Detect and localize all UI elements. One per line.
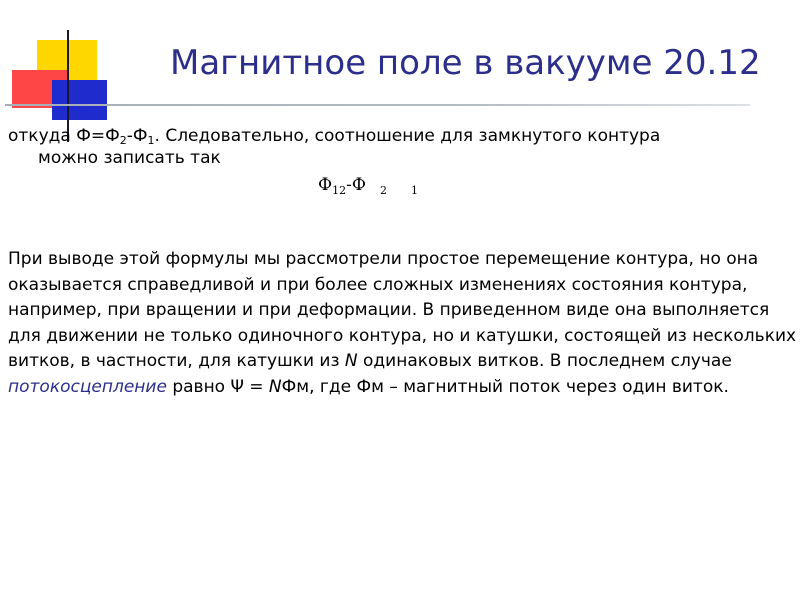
- decor-blue-square: [52, 80, 107, 120]
- slide-title: Магнитное поле в вакууме 20.12: [170, 43, 761, 83]
- paragraph-body: При выводе этой формулы мы рассмотрели простое перемещение контура, но она оказывается справедливой и при более сложных изменениях состояния контура, например, при вращении и при деформации. В приведенном виде она выполняется для движении не только одиночного контура, но и катушки, состоящей из нескольких витков, в частности, для катушки из N одинаковых витков. В последнем случае потокосцепление равно Ψ = NФм, где Фм – магнитный поток через один виток.: [8, 249, 797, 397]
- term-flux-linkage: потокосцепление: [8, 376, 167, 397]
- formula: $Ф_{12}-Ф$ $_2$ $_1$: [318, 175, 418, 197]
- paragraph-intro-line1: откуда $Ф=Ф_2-Ф_1$. Следовательно, соотношение для замкнутого контура: [8, 126, 661, 147]
- paragraph-intro: [8, 125, 788, 169]
- decor-title-underline: [5, 104, 750, 106]
- paragraph-intro-line2: можно записать так: [38, 148, 221, 168]
